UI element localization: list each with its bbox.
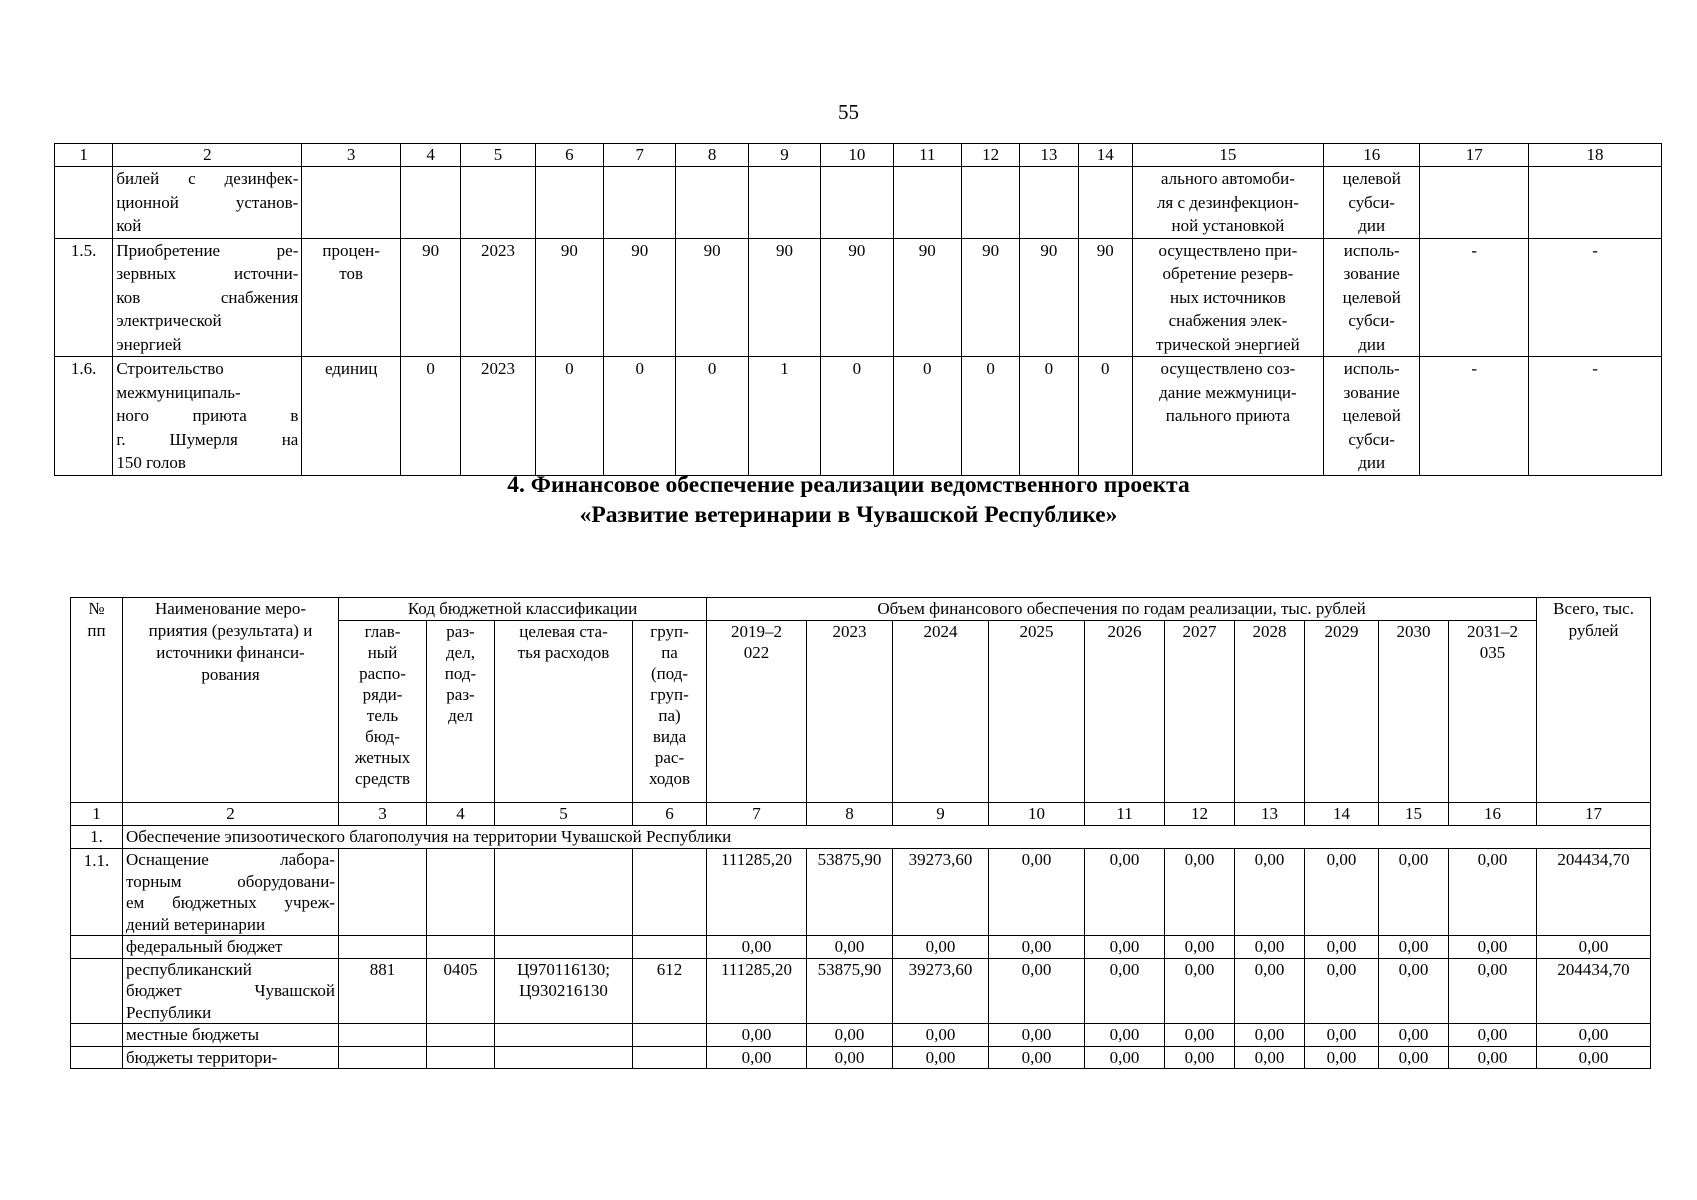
row-code: Ц970116130; Ц930216130 bbox=[495, 958, 633, 1024]
row-code bbox=[495, 936, 633, 959]
row-number bbox=[71, 1046, 123, 1069]
row-value: 90 bbox=[1020, 238, 1078, 357]
row-code bbox=[633, 936, 707, 959]
row-source: исполь- зование целевой субси- дии bbox=[1323, 238, 1420, 357]
row-value: 0 bbox=[821, 357, 893, 476]
row-value: 0,00 bbox=[1305, 1046, 1379, 1069]
table-row bbox=[55, 357, 1662, 476]
row-name: бюджеты территори- bbox=[123, 1046, 339, 1069]
row-value: 0 bbox=[1020, 357, 1078, 476]
page-number: 55 bbox=[838, 100, 859, 124]
row-value: 0,00 bbox=[1379, 958, 1449, 1024]
row-value: 0,00 bbox=[1235, 936, 1305, 959]
column-number: 11 bbox=[893, 144, 961, 167]
column-number: 9 bbox=[893, 803, 989, 826]
table-row bbox=[71, 958, 1651, 1024]
row-code: 881 bbox=[339, 958, 427, 1024]
row-source: исполь- зование целевой субси- дии bbox=[1323, 357, 1420, 476]
column-number: 15 bbox=[1379, 803, 1449, 826]
indicators-table bbox=[54, 143, 1662, 476]
row-value: 0 bbox=[961, 357, 1019, 476]
section-row: 1. Обеспечение эпизоотического благополучия на территории Чувашской Республики bbox=[71, 826, 1651, 849]
row-code: 0405 bbox=[427, 958, 495, 1024]
row-value: 0,00 bbox=[707, 1046, 807, 1069]
row-value: 0,00 bbox=[1379, 936, 1449, 959]
column-number: 11 bbox=[1085, 803, 1165, 826]
column-number: 3 bbox=[302, 144, 401, 167]
column-number: 8 bbox=[676, 144, 748, 167]
row-value: 0,00 bbox=[1449, 849, 1537, 936]
header-name: Наименование меро- приятия (результата) и источники финанси- рования bbox=[123, 598, 339, 803]
row-code bbox=[633, 1046, 707, 1069]
header-num: № пп bbox=[71, 598, 123, 803]
row-value: 0 bbox=[676, 357, 748, 476]
row-value: 0,00 bbox=[1165, 1024, 1235, 1047]
row-code bbox=[339, 936, 427, 959]
column-number: 3 bbox=[339, 803, 427, 826]
row-name: федеральный бюджет bbox=[123, 936, 339, 959]
column-number: 16 bbox=[1323, 144, 1420, 167]
row-value: 0,00 bbox=[1449, 1046, 1537, 1069]
column-number: 12 bbox=[1165, 803, 1235, 826]
column-number: 10 bbox=[821, 144, 893, 167]
section-title-line1: 4. Финансовое обеспечение реализации ведомственного проекта bbox=[507, 472, 1190, 498]
row-value: 1 bbox=[748, 357, 820, 476]
row-value: 90 bbox=[748, 238, 820, 357]
row-number: 1.1. bbox=[71, 849, 123, 936]
row-name: билей с дезинфек- ционной установ- кой bbox=[113, 167, 302, 239]
column-number: 15 bbox=[1132, 144, 1323, 167]
column-number: 6 bbox=[633, 803, 707, 826]
header-total: Всего, тыс. рублей bbox=[1537, 598, 1651, 803]
row-value: 53875,90 bbox=[807, 958, 893, 1024]
table-row bbox=[71, 936, 1651, 959]
row-value: 0,00 bbox=[807, 1046, 893, 1069]
row-total: 0,00 bbox=[1537, 1046, 1651, 1069]
row-value: 90 bbox=[893, 238, 961, 357]
column-number: 14 bbox=[1305, 803, 1379, 826]
column-number-row bbox=[55, 144, 1662, 167]
header-code-sub: груп- па (под- груп- па) вида рас- ходов bbox=[633, 621, 707, 803]
row-value: 111285,20 bbox=[707, 958, 807, 1024]
row-code bbox=[633, 849, 707, 936]
row-number bbox=[71, 936, 123, 959]
row-value: 0,00 bbox=[989, 1024, 1085, 1047]
column-number: 17 bbox=[1537, 803, 1651, 826]
row-value: 0,00 bbox=[989, 1046, 1085, 1069]
row-col17: - bbox=[1420, 238, 1529, 357]
row-source: целевой субси- дии bbox=[1323, 167, 1420, 239]
row-name: республиканский бюджет Чувашской Республики bbox=[123, 958, 339, 1024]
header-code-sub: раз- дел, под- раз- дел bbox=[427, 621, 495, 803]
row-code bbox=[427, 936, 495, 959]
row-name: местные бюджеты bbox=[123, 1024, 339, 1047]
row-value: 0,00 bbox=[807, 936, 893, 959]
column-number: 1 bbox=[55, 144, 113, 167]
column-number: 17 bbox=[1420, 144, 1529, 167]
header-year: 2027 bbox=[1165, 621, 1235, 803]
row-code bbox=[633, 1024, 707, 1047]
row-value: 0 bbox=[535, 357, 603, 476]
row-code bbox=[339, 849, 427, 936]
column-number: 13 bbox=[1235, 803, 1305, 826]
table-row bbox=[55, 238, 1662, 357]
row-value: 0,00 bbox=[1379, 1024, 1449, 1047]
row-value: 2023 bbox=[461, 357, 535, 476]
row-number: 1.6. bbox=[55, 357, 113, 476]
header-year: 2029 bbox=[1305, 621, 1379, 803]
header-year: 2023 bbox=[807, 621, 893, 803]
row-value: 0,00 bbox=[1449, 958, 1537, 1024]
row-number bbox=[71, 1024, 123, 1047]
row-name: Оснащение лабора- торным оборудовани- ем бюджетных учреж- дений ветеринарии bbox=[123, 849, 339, 936]
row-value: 0,00 bbox=[989, 936, 1085, 959]
header-code: Код бюджетной классификации bbox=[339, 598, 707, 621]
row-value: 111285,20 bbox=[707, 849, 807, 936]
row-value: 0,00 bbox=[1305, 1024, 1379, 1047]
row-code bbox=[495, 849, 633, 936]
row-value: 90 bbox=[1078, 238, 1132, 357]
row-code bbox=[339, 1024, 427, 1047]
row-value: 90 bbox=[961, 238, 1019, 357]
table-row bbox=[55, 167, 1662, 239]
row-value: 90 bbox=[535, 238, 603, 357]
column-number: 12 bbox=[961, 144, 1019, 167]
row-value: 0 bbox=[893, 357, 961, 476]
header-year: 2030 bbox=[1379, 621, 1449, 803]
column-number: 7 bbox=[604, 144, 676, 167]
column-number: 7 bbox=[707, 803, 807, 826]
row-col18: - bbox=[1529, 357, 1662, 476]
header-code-sub: целевая ста- тья расходов bbox=[495, 621, 633, 803]
column-number: 10 bbox=[989, 803, 1085, 826]
row-value: 0,00 bbox=[1165, 849, 1235, 936]
row-code bbox=[427, 1046, 495, 1069]
row-value: 0,00 bbox=[1235, 958, 1305, 1024]
row-value: 0,00 bbox=[1305, 849, 1379, 936]
row-value: 2023 bbox=[461, 238, 535, 357]
row-value: 90 bbox=[676, 238, 748, 357]
header-year: 2026 bbox=[1085, 621, 1165, 803]
row-code: 612 bbox=[633, 958, 707, 1024]
row-value: 0,00 bbox=[1235, 1046, 1305, 1069]
finance-table bbox=[70, 597, 1651, 1069]
row-value: 0,00 bbox=[1085, 1024, 1165, 1047]
row-col18: - bbox=[1529, 238, 1662, 357]
column-number: 14 bbox=[1078, 144, 1132, 167]
column-number: 5 bbox=[461, 144, 535, 167]
row-value: 39273,60 bbox=[893, 849, 989, 936]
row-code bbox=[427, 1024, 495, 1047]
column-number: 1 bbox=[71, 803, 123, 826]
header-volume: Объем финансового обеспечения по годам реализации, тыс. рублей bbox=[707, 598, 1537, 621]
row-value: 0,00 bbox=[1165, 1046, 1235, 1069]
row-result: осуществлено при- обретение резерв- ных источников снабжения элек- трической энергией bbox=[1132, 238, 1323, 357]
row-value: 0,00 bbox=[1085, 849, 1165, 936]
column-number-row bbox=[71, 803, 1651, 826]
header-year: 2024 bbox=[893, 621, 989, 803]
column-number: 6 bbox=[535, 144, 603, 167]
row-value: 0,00 bbox=[1305, 958, 1379, 1024]
row-value: 0 bbox=[604, 357, 676, 476]
column-number: 4 bbox=[427, 803, 495, 826]
row-col17: - bbox=[1420, 357, 1529, 476]
row-code bbox=[495, 1046, 633, 1069]
header-row-1 bbox=[71, 598, 1651, 621]
row-value: 0,00 bbox=[1085, 936, 1165, 959]
row-value: 90 bbox=[400, 238, 460, 357]
row-total: 204434,70 bbox=[1537, 849, 1651, 936]
row-value: 0,00 bbox=[1235, 849, 1305, 936]
row-code bbox=[427, 849, 495, 936]
section-title-line2: «Развитие ветеринарии в Чувашской Республике» bbox=[579, 502, 1118, 528]
column-number: 4 bbox=[400, 144, 460, 167]
row-value: 0,00 bbox=[1165, 958, 1235, 1024]
column-number: 2 bbox=[113, 144, 302, 167]
row-value: 0,00 bbox=[989, 849, 1085, 936]
column-number: 2 bbox=[123, 803, 339, 826]
row-result: осуществлено соз- дание межмуници- пального приюта bbox=[1132, 357, 1323, 476]
header-year: 2031–2035 bbox=[1449, 621, 1537, 803]
row-value: 0,00 bbox=[707, 1024, 807, 1047]
row-code bbox=[495, 1024, 633, 1047]
row-value: 39273,60 bbox=[893, 958, 989, 1024]
row-value: 0,00 bbox=[1235, 1024, 1305, 1047]
row-value: 53875,90 bbox=[807, 849, 893, 936]
row-total: 204434,70 bbox=[1537, 958, 1651, 1024]
row-value: 0 bbox=[400, 357, 460, 476]
row-total: 0,00 bbox=[1537, 1024, 1651, 1047]
row-value: 0,00 bbox=[893, 1024, 989, 1047]
row-unit: единиц bbox=[302, 357, 401, 476]
row-value: 0,00 bbox=[1449, 1024, 1537, 1047]
row-name: Строительство межмуниципаль- ного приюта в г. Шумерля на 150 голов bbox=[113, 357, 302, 476]
section-title bbox=[0, 470, 1697, 530]
header-year: 2028 bbox=[1235, 621, 1305, 803]
row-value: 0,00 bbox=[893, 936, 989, 959]
row-value: 90 bbox=[821, 238, 893, 357]
table-row bbox=[71, 1024, 1651, 1047]
row-value: 0,00 bbox=[1165, 936, 1235, 959]
column-number: 5 bbox=[495, 803, 633, 826]
row-value: 0,00 bbox=[893, 1046, 989, 1069]
row-value: 0,00 bbox=[1379, 849, 1449, 936]
row-value: 0 bbox=[1078, 357, 1132, 476]
row-value: 0,00 bbox=[1379, 1046, 1449, 1069]
row-code bbox=[339, 1046, 427, 1069]
column-number: 8 bbox=[807, 803, 893, 826]
row-number: 1.5. bbox=[55, 238, 113, 357]
row-total: 0,00 bbox=[1537, 936, 1651, 959]
row-value: 0,00 bbox=[1085, 958, 1165, 1024]
row-value: 0,00 bbox=[1449, 936, 1537, 959]
header-code-sub: глав- ный распо- ряди- тель бюд- жетных средств bbox=[339, 621, 427, 803]
row-value: 0,00 bbox=[807, 1024, 893, 1047]
header-year: 2025 bbox=[989, 621, 1085, 803]
row-value: 0,00 bbox=[707, 936, 807, 959]
row-unit: процен- тов bbox=[302, 238, 401, 357]
row-result: ального автомоби- ля с дезинфекцион- ной установкой bbox=[1132, 167, 1323, 239]
column-number: 9 bbox=[748, 144, 820, 167]
row-name: Приобретение ре- зервных источни- ков снабжения электрической энергией bbox=[113, 238, 302, 357]
table-row bbox=[71, 1046, 1651, 1069]
row-value: 0,00 bbox=[989, 958, 1085, 1024]
header-year: 2019–2022 bbox=[707, 621, 807, 803]
row-number bbox=[71, 958, 123, 1024]
column-number: 18 bbox=[1529, 144, 1662, 167]
table-row bbox=[71, 849, 1651, 936]
row-value: 0,00 bbox=[1085, 1046, 1165, 1069]
column-number: 13 bbox=[1020, 144, 1078, 167]
row-value: 0,00 bbox=[1305, 936, 1379, 959]
row-value: 90 bbox=[604, 238, 676, 357]
column-number: 16 bbox=[1449, 803, 1537, 826]
